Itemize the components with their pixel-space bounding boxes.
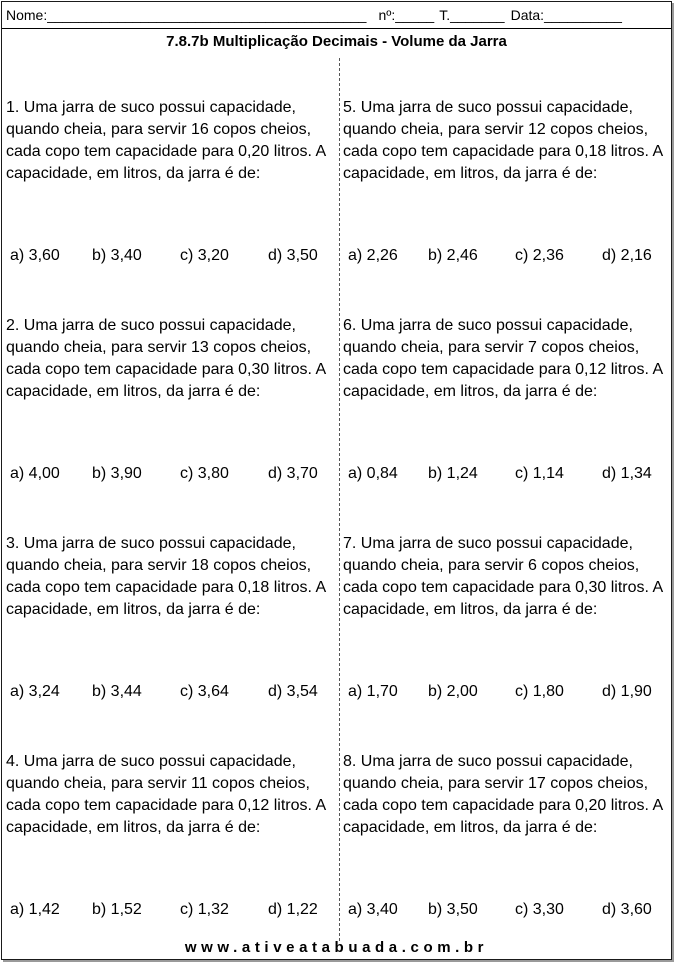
worksheet-page (1, 1, 672, 960)
option-d[interactable]: d) 1,22 (268, 901, 318, 918)
worksheet-title: 7.8.7b Multiplicação Decimais - Volume da Jarra (166, 33, 507, 50)
answer-options (6, 901, 336, 919)
question-6 (343, 315, 669, 533)
question-2 (6, 315, 336, 533)
question-text: 5. Uma jarra de suco possui capacidade, quando cheia, para servir 12 copos cheios, cada copo tem capacidade para 0,18 litros. A capacidade, em litros, da jarra é de: (343, 99, 663, 182)
question-text: 3. Uma jarra de suco possui capacidade, quando cheia, para servir 18 copos cheios, cada copo tem capacidade para 0,18 litros. A capacidade, em litros, da jarra é de: (6, 535, 326, 618)
option-d[interactable]: d) 1,90 (602, 683, 652, 700)
answer-options (343, 247, 669, 265)
option-c[interactable]: c) 3,20 (180, 247, 229, 264)
left-column (6, 97, 336, 969)
option-c[interactable]: c) 3,80 (180, 465, 229, 482)
option-d[interactable]: d) 3,50 (268, 247, 318, 264)
answer-options (343, 465, 669, 483)
question-4 (6, 751, 336, 969)
answer-options (6, 465, 336, 483)
option-d[interactable]: d) 3,70 (268, 465, 318, 482)
question-text: 7. Uma jarra de suco possui capacidade, quando cheia, para servir 6 copos cheios, cada copo tem capacidade para 0,30 litros. A capacidade, em litros, da jarra é de: (343, 535, 663, 618)
question-1 (6, 97, 336, 315)
right-column (343, 97, 669, 969)
option-b[interactable]: b) 3,50 (428, 901, 478, 918)
option-c[interactable]: c) 1,32 (180, 901, 229, 918)
class-field[interactable]: T._______ (439, 7, 505, 23)
question-5 (343, 97, 669, 315)
option-a[interactable]: a) 4,00 (10, 465, 60, 482)
option-a[interactable]: a) 1,70 (348, 683, 398, 700)
option-b[interactable]: b) 2,46 (428, 247, 478, 264)
option-b[interactable]: b) 3,40 (92, 247, 142, 264)
option-a[interactable]: a) 3,60 (10, 247, 60, 264)
number-field[interactable]: nº:_____ (378, 7, 435, 23)
answer-options (6, 247, 336, 265)
question-8 (343, 751, 669, 969)
question-text: 8. Uma jarra de suco possui capacidade, quando cheia, para servir 17 copos cheios, cada copo tem capacidade para 0,20 litros. A capacidade, em litros, da jarra é de: (343, 753, 663, 836)
option-c[interactable]: c) 3,64 (180, 683, 229, 700)
option-c[interactable]: c) 2,36 (515, 247, 564, 264)
website-footer[interactable]: www.ativeatabuada.com.br (184, 939, 489, 956)
student-info-header (2, 2, 671, 29)
option-b[interactable]: b) 3,44 (92, 683, 142, 700)
option-a[interactable]: a) 0,84 (348, 465, 398, 482)
option-d[interactable]: d) 1,34 (602, 465, 652, 482)
option-a[interactable]: a) 3,40 (348, 901, 398, 918)
option-b[interactable]: b) 1,24 (428, 465, 478, 482)
option-b[interactable]: b) 1,52 (92, 901, 142, 918)
question-text: 2. Uma jarra de suco possui capacidade, quando cheia, para servir 13 copos cheios, cada copo tem capacidade para 0,30 litros. A capacidade, em litros, da jarra é de: (6, 317, 326, 400)
question-text: 6. Uma jarra de suco possui capacidade, quando cheia, para servir 7 copos cheios, cada copo tem capacidade para 0,12 litros. A capacidade, em litros, da jarra é de: (343, 317, 663, 400)
option-b[interactable]: b) 2,00 (428, 683, 478, 700)
question-7 (343, 533, 669, 751)
column-divider (339, 58, 340, 941)
option-a[interactable]: a) 2,26 (348, 247, 398, 264)
option-b[interactable]: b) 3,90 (92, 465, 142, 482)
option-c[interactable]: c) 1,80 (515, 683, 564, 700)
answer-options (343, 901, 669, 919)
name-field[interactable]: Nome:_________________________________________ (6, 7, 367, 23)
option-d[interactable]: d) 3,60 (602, 901, 652, 918)
question-text: 4. Uma jarra de suco possui capacidade, quando cheia, para servir 11 copos cheios, cada copo tem capacidade para 0,12 litros. A capacidade, em litros, da jarra é de: (6, 753, 326, 836)
question-text: 1. Uma jarra de suco possui capacidade, quando cheia, para servir 16 copos cheios, cada copo tem capacidade para 0,20 litros. A capacidade, em litros, da jarra é de: (6, 99, 326, 182)
option-a[interactable]: a) 1,42 (10, 901, 60, 918)
date-field[interactable]: Data:__________ (510, 7, 622, 23)
option-a[interactable]: a) 3,24 (10, 683, 60, 700)
question-3 (6, 533, 336, 751)
option-d[interactable]: d) 3,54 (268, 683, 318, 700)
option-c[interactable]: c) 1,14 (515, 465, 564, 482)
answer-options (343, 683, 669, 701)
answer-options (6, 683, 336, 701)
option-d[interactable]: d) 2,16 (602, 247, 652, 264)
option-c[interactable]: c) 3,30 (515, 901, 564, 918)
